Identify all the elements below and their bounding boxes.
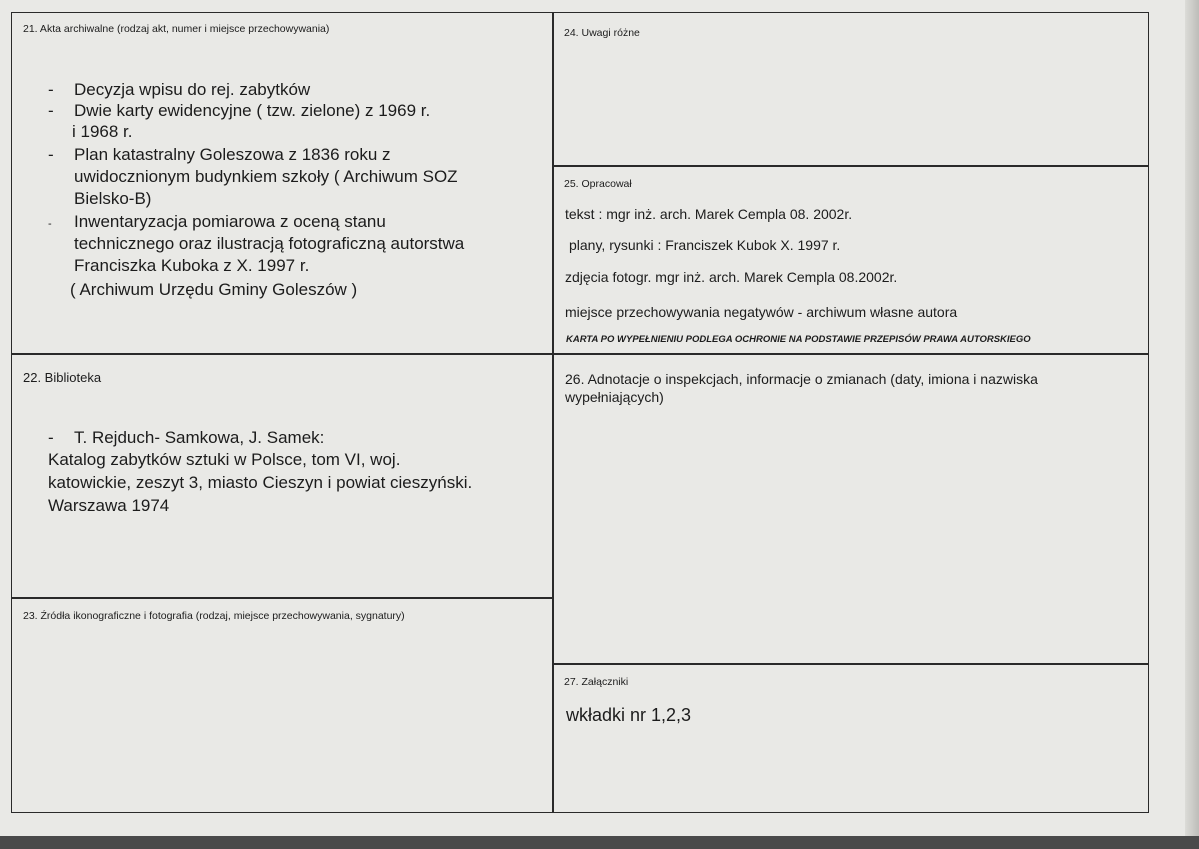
- s21-item-3: [48, 144, 391, 165]
- s22-line-1: Katalog zabytków sztuki w Polsce, tom VI, woj.: [48, 450, 401, 469]
- section-26-adnotacje: [552, 353, 1149, 665]
- s25-zdjecia: zdjęcia fotogr. mgr inż. arch. Marek Cempla 08.2002r.: [565, 269, 898, 285]
- section-25-label: 25. Opracował: [564, 178, 632, 190]
- section-22-biblioteka: [11, 353, 554, 599]
- s21-item-4-line-1: Inwentaryzacja pomiarowa z oceną stanu: [74, 212, 386, 231]
- s27-value: wkładki nr 1,2,3: [566, 705, 692, 725]
- section-27-zalaczniki: [552, 663, 1149, 813]
- s21-item-3-line-2: uwidocznionym budynkiem szkoły ( Archiwum SOZ: [74, 167, 458, 186]
- section-22-label: 22. Biblioteka: [23, 370, 102, 385]
- section-21-label: 21. Akta archiwalne (rodzaj akt, numer i miejsce przechowywania): [23, 23, 330, 35]
- section-21-akta-archiwalne: [11, 12, 554, 355]
- section-27-label: 27. Załączniki: [564, 676, 629, 688]
- s21-archive-note: ( Archiwum Urzędu Gminy Goleszów ): [70, 280, 358, 299]
- section-25-opracowal: [552, 165, 1149, 355]
- section-24-uwagi: [552, 12, 1149, 167]
- s21-item-4: [48, 211, 386, 235]
- section-26-label-line-1: 26. Adnotacje o inspekcjach, informacje o zmianach (daty, imiona i nazwiska: [565, 371, 1038, 387]
- s22-line-2: katowickie, zeszyt 3, miasto Cieszyn i powiat cieszyński.: [48, 473, 473, 492]
- section-24-label: 24. Uwagi różne: [564, 27, 640, 39]
- s21-bullet-3: -: [48, 145, 54, 164]
- section-23-label: 23. Źródła ikonograficzne i fotografia (rodzaj, miejsce przechowywania, sygnatury): [23, 610, 405, 622]
- s25-tekst: tekst : mgr inż. arch. Marek Cempla 08. 2002r.: [565, 206, 853, 222]
- s25-plany-rysunki: plany, rysunki : Franciszek Kubok X. 1997 r.: [569, 237, 841, 253]
- section-26-label-line-2: wypełniających): [565, 389, 664, 405]
- s22-bullet: -: [48, 428, 54, 447]
- s21-bullet-1: -: [48, 80, 54, 99]
- s21-item-3-line-3: Bielsko-B): [74, 189, 152, 208]
- s21-item-4-line-3: Franciszka Kuboka z X. 1997 r.: [74, 256, 310, 275]
- s21-bullet-2: -: [48, 101, 54, 120]
- s22-first-line: [48, 427, 324, 448]
- s21-item-1: [48, 79, 310, 100]
- page-edge-shadow: [1185, 0, 1199, 836]
- s21-item-4-line-2: technicznego oraz ilustracją fotograficzną autorstwa: [74, 234, 465, 253]
- s21-item-3-line-1: Plan katastralny Goleszowa z 1836 roku z: [74, 145, 391, 164]
- s21-item-2-line-1: Dwie karty ewidencyjne ( tzw. zielone) z 1969 r.: [74, 101, 431, 120]
- s21-item-2: [48, 100, 430, 121]
- s22-authors: T. Rejduch- Samkowa, J. Samek:: [74, 428, 325, 447]
- s22-line-3: Warszawa 1974: [48, 496, 170, 515]
- s21-bullet-4: -: [48, 218, 52, 230]
- s21-item-2-line-2: i 1968 r.: [72, 122, 133, 141]
- section-23-zrodla-ikonograficzne: [11, 597, 554, 813]
- s25-copyright-notice: KARTA PO WYPEŁNIENIU PODLEGA OCHRONIE NA PODSTAWIE PRZEPISÓW PRAWA AUTORSKIEGO: [566, 334, 1031, 345]
- s21-item-1-line-1: Decyzja wpisu do rej. zabytków: [74, 80, 311, 99]
- s25-miejsce-negatywow: miejsce przechowywania negatywów - archiwum własne autora: [565, 304, 958, 320]
